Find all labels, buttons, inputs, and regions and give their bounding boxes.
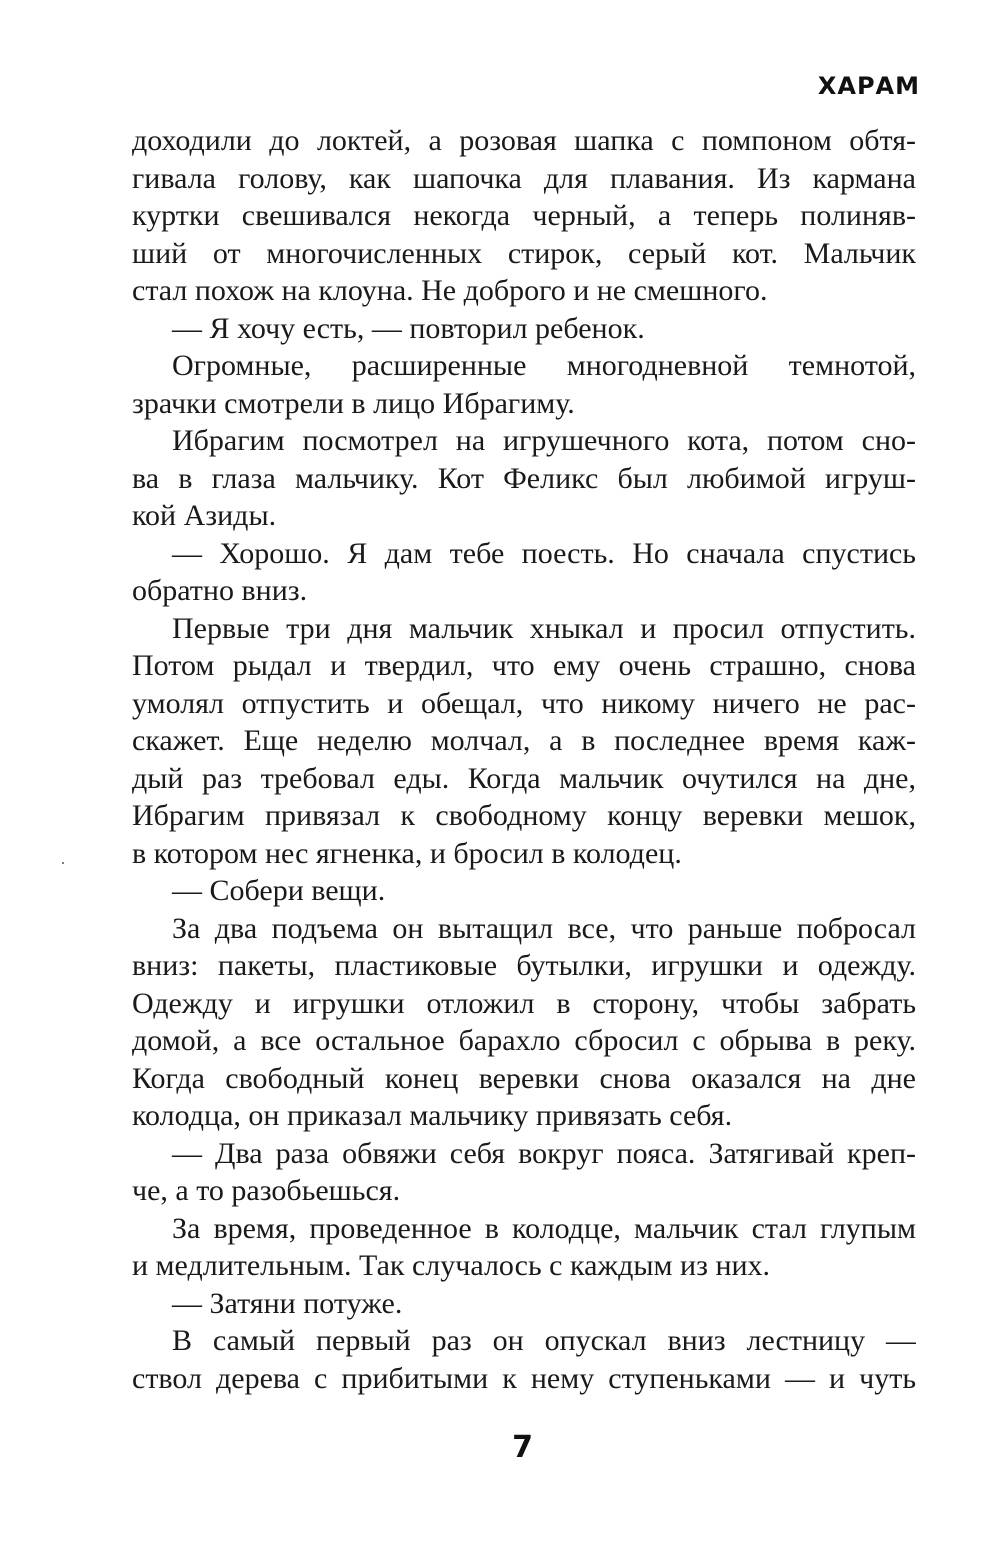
text-line: ший от многочисленных стирок, серый кот. Мальчик	[132, 236, 916, 270]
text-line: Огромные, расширенные многодневной темнотой,	[172, 349, 916, 382]
text-line: стал похож на клоуна. Не доброго и не смешного.	[132, 274, 768, 307]
text-line: домой, а все остальное барахло сбросил с обрыва в реку.	[132, 1024, 916, 1057]
text-line: — Затяни потуже.	[172, 1286, 403, 1320]
body-text	[132, 122, 916, 1397]
text-line: гивала голову, как шапочка для плавания. Из кармана	[132, 161, 916, 195]
text-line: ва в глаза мальчику. Кот Феликс был любимой игруш-	[132, 461, 916, 495]
text-line: дый раз требовал еды. Когда мальчик очутился на дне,	[132, 761, 916, 795]
text-line: че, а то разобьешься.	[132, 1174, 401, 1207]
text-line: вниз: пакеты, пластиковые бутылки, игрушки и одежду.	[132, 949, 916, 982]
text-line: в котором нес ягненка, и бросил в колодец.	[132, 836, 682, 870]
text-line: — Собери вещи.	[172, 874, 386, 907]
text-line: колодца, он приказал мальчику привязать себя.	[132, 1099, 733, 1132]
text-line: умолял отпустить и обещал, что никому ничего не рас-	[132, 686, 916, 720]
text-line: — Два раза обвяжи себя вокруг пояса. Затягивай креп-	[172, 1136, 916, 1170]
text-line: скажет. Еще неделю молчал, а в последнее время каж-	[132, 724, 916, 757]
text-line: и медлительным. Так случалось с каждым из них.	[132, 1249, 771, 1282]
text-line: — Хорошо. Я дам тебе поесть. Но сначала спустись	[172, 536, 916, 570]
text-line: доходили до локтей, а розовая шапка с помпоном обтя-	[132, 124, 916, 157]
text-line: Одежду и игрушки отложил в сторону, чтобы забрать	[132, 986, 916, 1020]
text-line: обратно вниз.	[132, 574, 308, 607]
text-line: Ибрагим привязал к свободному концу веревки мешок,	[132, 799, 916, 832]
text-line: зрачки смотрели в лицо Ибрагиму.	[132, 386, 575, 420]
text-line: Когда свободный конец веревки снова оказался на дне	[132, 1061, 916, 1095]
text-line: — Я хочу есть, — повторил ребенок.	[172, 311, 645, 345]
text-line: За время, проведенное в колодце, мальчик стал глупым	[172, 1211, 916, 1245]
text-line: Ибрагим посмотрел на игрушечного кота, потом сно-	[172, 424, 916, 457]
page-number: 7	[512, 1430, 533, 1465]
scan-speck	[62, 862, 64, 864]
text-line: ствол дерева с прибитыми к нему ступеньками — и чуть	[132, 1361, 916, 1395]
text-line: кой Азиды.	[132, 499, 277, 532]
text-line: В самый первый раз он опускал вниз лестницу —	[172, 1324, 916, 1357]
text-line: За два подъема он вытащил все, что раньше побросал	[172, 911, 916, 945]
running-head: ХАРАМ	[817, 72, 920, 100]
text-line: Первые три дня мальчик хныкал и просил отпустить.	[172, 611, 916, 645]
text-line: куртки свешивался некогда черный, а теперь полиняв-	[132, 199, 916, 232]
text-line: Потом рыдал и твердил, что ему очень страшно, снова	[132, 649, 916, 682]
